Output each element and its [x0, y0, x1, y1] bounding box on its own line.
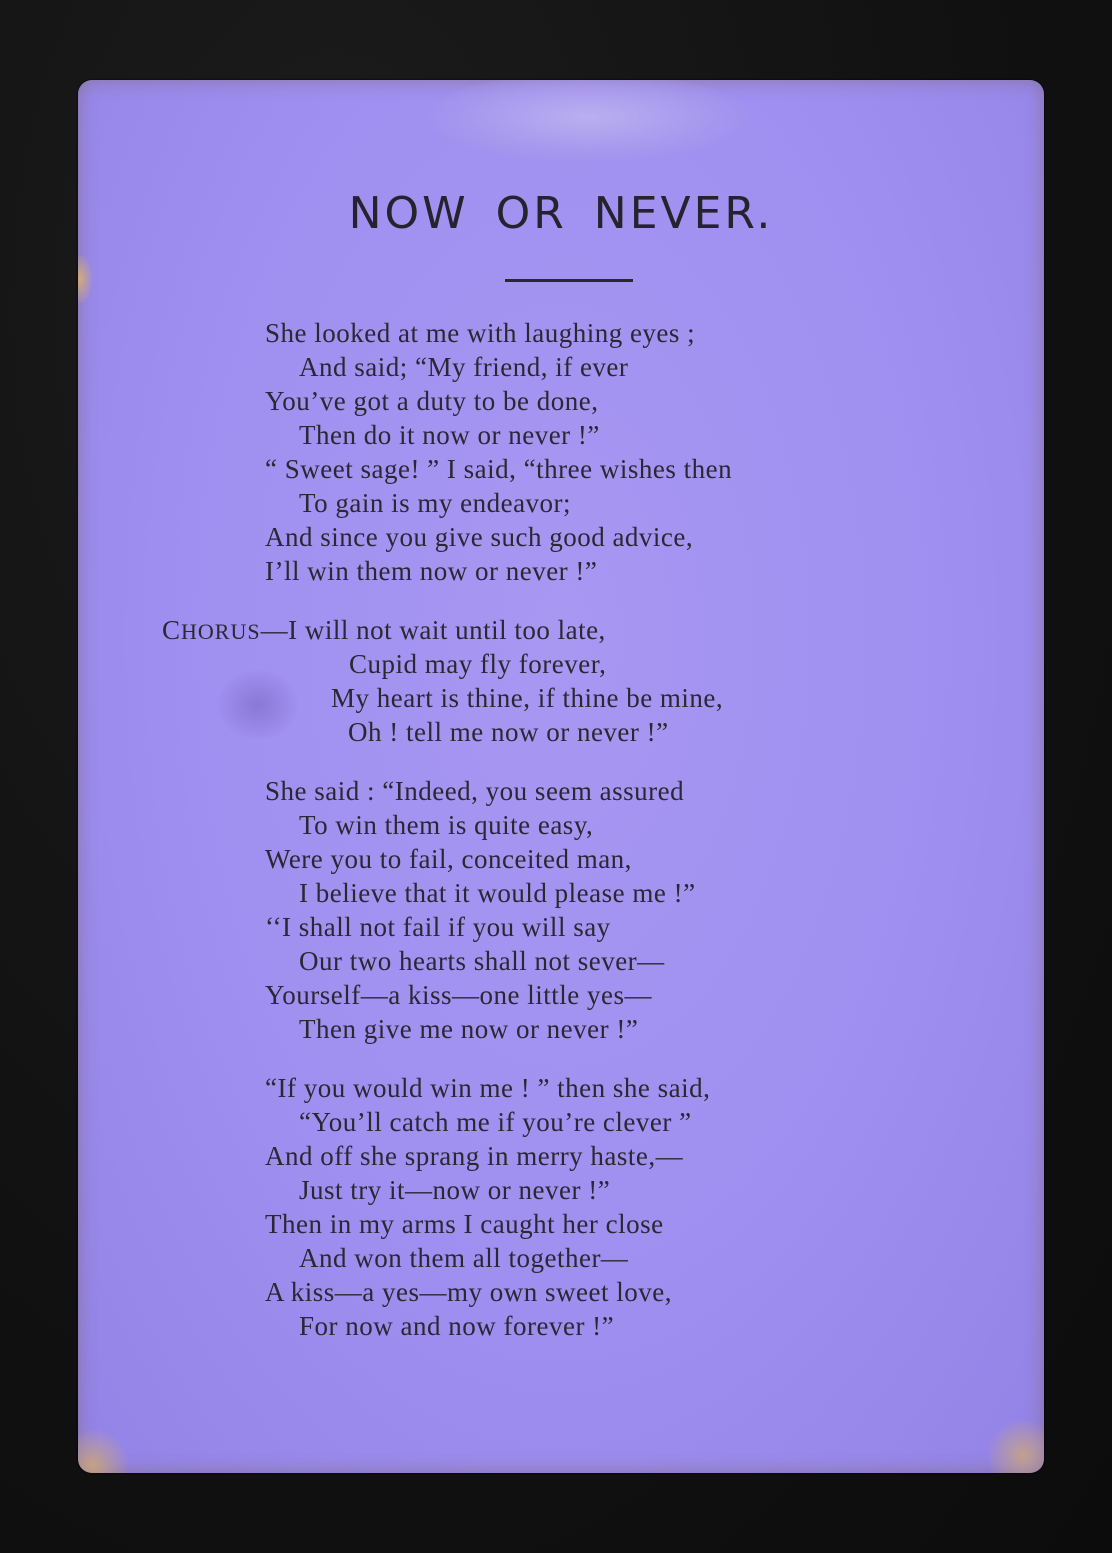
title-divider: [505, 279, 633, 282]
lyric-line: To gain is my endeavor;: [299, 488, 572, 518]
verse-3: [78, 1071, 1044, 1343]
chorus-first-line: [78, 613, 1044, 647]
lyric-line: And won them all together—: [299, 1243, 629, 1273]
lyric-line: —I will not wait until too late,: [260, 615, 606, 645]
verse-1: [78, 316, 1044, 588]
lyric-line: And said; “My friend, if ever: [299, 352, 629, 382]
song-title: NOW OR NEVER.: [348, 188, 774, 239]
verse-2: [78, 774, 1044, 1046]
lyric-line: To win them is quite easy,: [299, 810, 594, 840]
edge-wear: [78, 255, 92, 303]
lyric-line: And since you give such good advice,: [265, 522, 694, 552]
lyric-line: “ Sweet sage! ” I said, “three wishes then: [265, 454, 733, 484]
lyrics: [78, 316, 1044, 1368]
lyric-line: Then give me now or never !”: [299, 1014, 639, 1044]
lyric-line: Were you to fail, conceited man,: [265, 844, 632, 874]
worn-paper-patch: [428, 80, 748, 162]
chorus: [78, 613, 1044, 749]
lyric-line: For now and now forever !”: [299, 1311, 615, 1341]
lyric-line: ‘‘I shall not fail if you will say: [265, 912, 611, 942]
lyric-line: “If you would win me ! ” then she said,: [265, 1073, 711, 1103]
lyric-line: Yourself—a kiss—one little yes—: [265, 980, 652, 1010]
lyric-line: “You’ll catch me if you’re clever ”: [299, 1107, 692, 1137]
lyric-line: Then in my arms I caught her close: [265, 1209, 664, 1239]
lyric-line: You’ve got a duty to be done,: [265, 386, 599, 416]
lyric-line: And off she sprang in merry haste,—: [265, 1141, 684, 1171]
lyric-line: A kiss—a yes—my own sweet love,: [265, 1277, 672, 1307]
lyric-line: My heart is thine, if thine be mine,: [331, 683, 724, 713]
corner-wear: [78, 1430, 128, 1473]
lyric-line: She looked at me with laughing eyes ;: [265, 318, 696, 348]
lyric-line: She said : “Indeed, you seem assured: [265, 776, 685, 806]
lyric-line: Our two hearts shall not sever—: [299, 946, 665, 976]
lyric-line: Then do it now or never !”: [299, 420, 600, 450]
lyric-line: Cupid may fly forever,: [349, 649, 607, 679]
lyric-line: Just try it—now or never !”: [299, 1175, 611, 1205]
chorus-label: CHORUS: [162, 615, 261, 645]
lyric-line: Oh ! tell me now or never !”: [348, 717, 669, 747]
lyric-line: I believe that it would please me !”: [299, 878, 696, 908]
lyric-line: I’ll win them now or never !”: [265, 556, 598, 586]
lyric-card: [78, 80, 1044, 1473]
corner-wear: [988, 1420, 1044, 1473]
